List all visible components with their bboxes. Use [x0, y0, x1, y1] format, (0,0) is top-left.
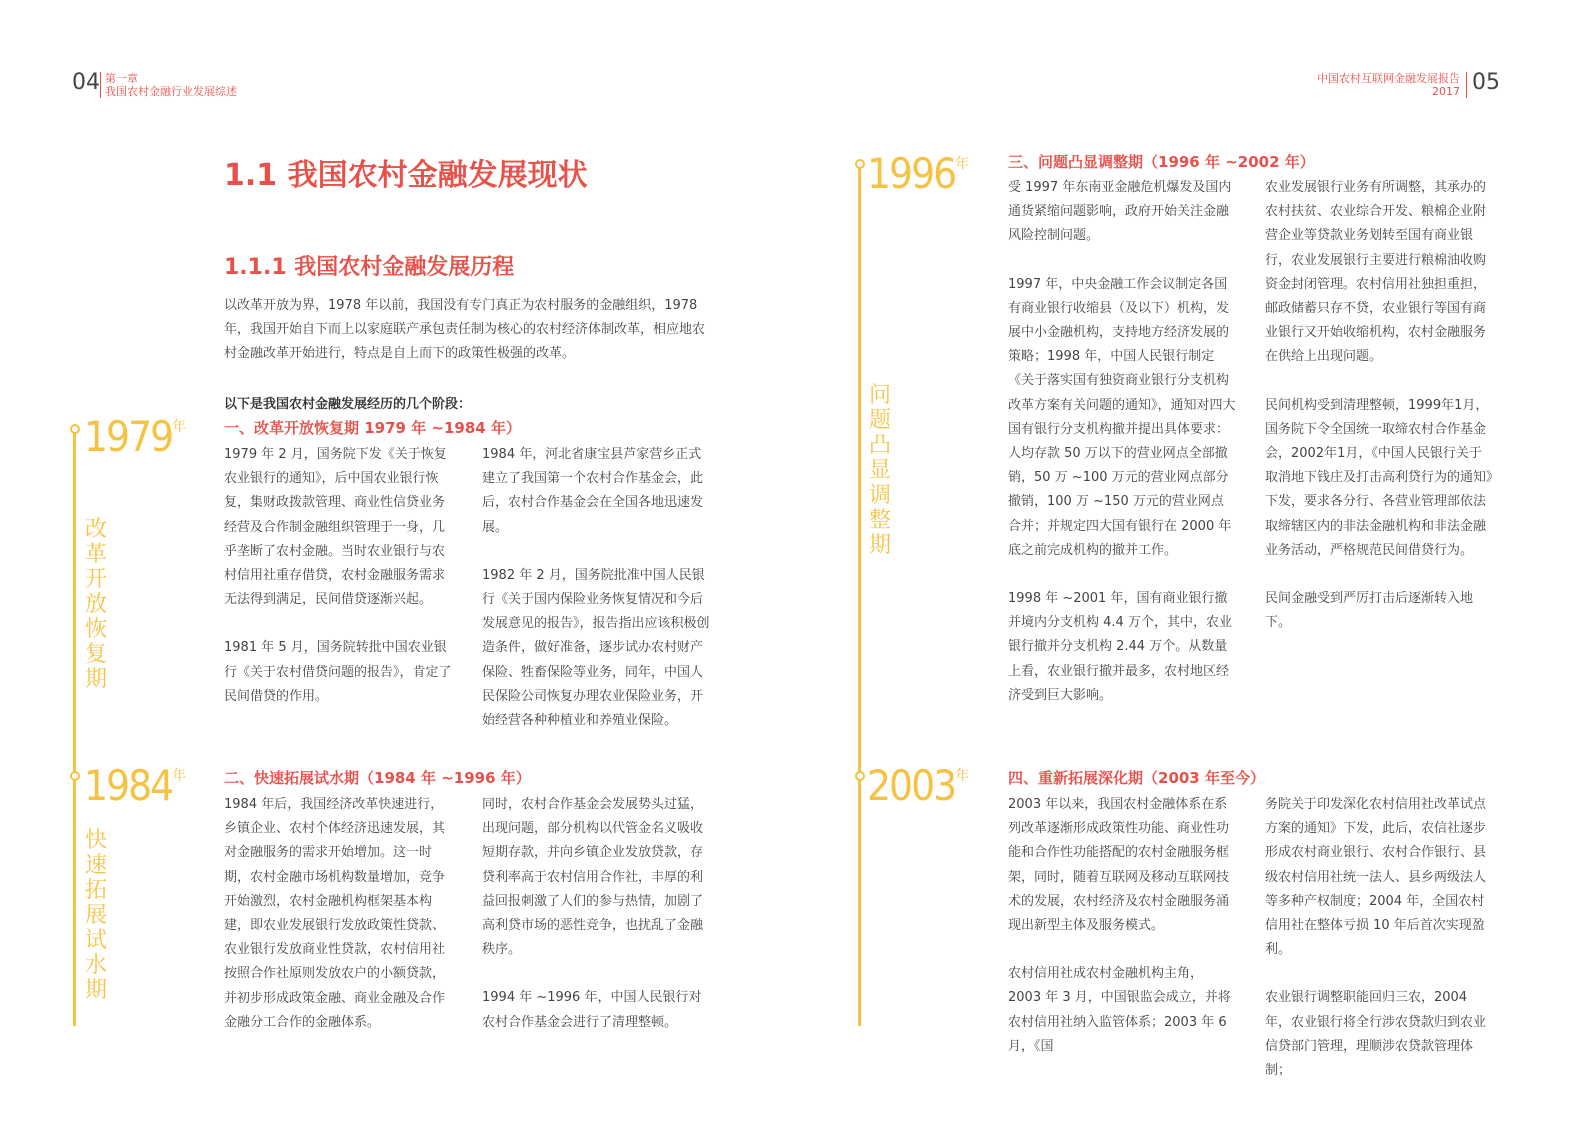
stage-heading: 一、改革开放恢复期 1979 年 ~1984 年）: [224, 419, 521, 437]
section-subtitle: 1.1.1 我国农村金融发展历程: [224, 255, 515, 280]
page-title: 1.1 我国农村金融发展现状: [224, 158, 588, 193]
year-suffix: 年: [172, 768, 187, 784]
stage-vertical-label: 问题凸显调整期: [868, 383, 891, 558]
stage-year: 2003: [867, 761, 956, 810]
stage-paragraph: 同时，农村合作基金会发展势头过猛，出现问题，部分机构以代管金名义吸收短期存款，并向乡镇企业发放贷款，存贷利率高于农村信用合作社，丰厚的利益回报刺激了人们的参与热情，加剧了高利贷市场的恶性竞争，也扰乱了金融秩序。: [482, 797, 704, 958]
stage-paragraph: 1984 年，河北省康宝县芦家营乡正式建立了我国第一个农村合作基金会，此后，农村合作基金会在全国各地迅速发展。: [482, 447, 704, 535]
year-suffix: 年: [172, 419, 187, 435]
stage-heading: 三、问题凸显调整期（1996 年 ~2002 年）: [1008, 153, 1315, 171]
timeline-dot: [855, 771, 865, 781]
page-number-right: 05: [1472, 70, 1500, 95]
timeline-dot: [70, 771, 80, 781]
stage-column-right: [1265, 176, 1493, 659]
stage-vertical-label: 改革开放恢复期: [84, 517, 107, 692]
stage-column-right: [482, 443, 710, 757]
stage-paragraph: 农业银行调整职能回归三农，2004 年，农业银行将全行涉农贷款归到农业信贷部门管理，理顺涉农贷款管理体制；: [1265, 990, 1487, 1079]
stage-column-left: [1008, 176, 1236, 732]
report-header: [1317, 72, 1460, 98]
stage-paragraph: 1997 年，中央金融工作会议制定各国有商业银行收缩县（及以下）机构，发展中小金融机构，支持地方经济发展的策略；1998 年，中国人民银行制定《关于落实国有独资商业银行分支机构改革方案有关问题的通知》，通知对四大国有银行分支机构撤并提出具体要求：人均存款 50 万以下的营业网点全部撤销，50 万 ~100 万元的营业网点部分撤销，100 万 ~150 万元的营业网点合并；并规定四大国有银行在 2000 年底之前完成机构的撤并工作。: [1008, 276, 1236, 558]
stages-lead: 以下是我国农村金融发展经历的几个阶段：: [224, 397, 472, 412]
intro-paragraph: 以改革开放为界，1978 年以前，我国没有专门真正为农村服务的金融组织，1978 年，我国开始自下而上以家庭联产承包责任制为核心的农村经济体制改革，相应地农村金融改革开始进行，特点是自上而下的政策性极强的改革。: [224, 298, 706, 361]
stage-year: 1979: [84, 412, 173, 461]
stage-column-right: [1265, 793, 1493, 1107]
report-year: 2017: [1432, 85, 1460, 98]
stage-paragraph: 1994 年 ~1996 年，中国人民银行对农村合作基金会进行了清理整顿。: [482, 990, 702, 1030]
report-title: 中国农村互联网金融发展报告: [1317, 72, 1460, 85]
timeline-dot: [855, 159, 865, 169]
stage-year-marker: [84, 761, 187, 810]
timeline-left: [73, 428, 76, 1026]
stage-paragraph: 2003 年以来，我国农村金融体系在系列改革逐渐形成政策性功能、商业性功能和合作性功能搭配的农村金融服务框架，同时，随着互联网及移动互联网技术的发展，农村经济及农村金融服务涌现出新型主体及服务模式。: [1008, 797, 1230, 934]
stage-heading: 四、重新拓展深化期（2003 年至今）: [1008, 769, 1265, 787]
stage-year: 1996: [867, 149, 956, 198]
stage-paragraph: 农业发展银行业务有所调整，其承办的农村扶贫、农业综合开发、粮棉企业附营企业等贷款业务划转至国有商业银行，农业发展银行主要进行粮棉油收购资金封闭管理。农村信用社独担重担，邮政储蓄只存不贷，农业银行等国有商业银行又开始收缩机构，农村金融服务在供给上出现问题。: [1265, 180, 1487, 365]
stage-column-left: [224, 443, 452, 733]
stage-paragraph: 务院关于印发深化农村信用社改革试点方案的通知》下发，此后，农信社逐步形成农村商业银行、农村合作银行、县级农村信用社统一法人、县乡两级法人等多种产权制度；2004 年，全国农村信用社在整体亏损 10 年后首次实现盈利。: [1265, 797, 1487, 958]
chapter-title: 我国农村金融行业发展综述: [105, 85, 237, 98]
header-divider-right: [1466, 72, 1467, 98]
stage-column-left: [224, 793, 452, 1059]
page-number-left: 04: [72, 70, 100, 95]
stage-column-left: [1008, 793, 1236, 1083]
timeline-dot: [70, 424, 80, 434]
chapter-header: [105, 72, 237, 98]
year-suffix: 年: [955, 156, 970, 172]
stage-year-marker: [867, 149, 970, 198]
stage-paragraph: 1984 年后，我国经济改革快速进行，乡镇企业、农村个体经济迅速发展，其对金融服务的需求开始增加。这一时期，农村金融市场机构数量增加，竞争开始激烈，农村金融机构框架基本构建，即农业发展银行发放政策性贷款、农业银行发放商业性贷款，农村信用社按照合作社原则发放农户的小额贷款，并初步形成政策金融、商业金融及合作金融分工合作的金融体系。: [224, 797, 446, 1030]
chapter-label: 第一章: [105, 72, 138, 85]
year-suffix: 年: [955, 768, 970, 784]
stage-paragraph: 1982 年 2 月，国务院批准中国人民银行《关于国内保险业务恢复情况和今后发展意见的报告》，报告指出应该积极创造条件，做好准备，逐步试办农村财产保险、牲畜保险等业务，同年，中国人民保险公司恢复办理农业保险业务，开始经营各种种植业和养殖业保险。: [482, 567, 710, 729]
stage-heading: 二、快速拓展试水期（1984 年 ~1996 年）: [224, 769, 531, 787]
stage-vertical-label: 快速拓展试水期: [84, 828, 107, 1003]
stage-paragraph: 1998 年 ~2001 年，国有商业银行撤并境内分支机构 4.4 万个，其中，农业银行撤并分支机构 2.44 万个。从数量上看，农业银行撤并最多，农村地区经济受到巨大影响。: [1008, 591, 1232, 703]
stage-paragraph: 1979 年 2 月，国务院下发《关于恢复农业银行的通知》，后中国农业银行恢复，集财政拨款管理、商业性信贷业务经营及合作制金融组织管理于一身，几乎垄断了农村金融。当时农业银行与农村信用社重存借贷，农村金融服务需求无法得到满足，民间借贷逐渐兴起。: [224, 447, 447, 608]
stage-paragraph: 受 1997 年东南亚金融危机爆发及国内通货紧缩问题影响，政府开始关注金融风险控制问题。: [1008, 180, 1232, 244]
stage-paragraph: 民间金融受到严厉打击后逐渐转入地下。: [1265, 591, 1474, 631]
stage-year: 1984: [84, 761, 173, 810]
stage-paragraph: 1981 年 5 月，国务院转批中国农业银行《关于农村借贷问题的报告》，肯定了民间借贷的作用。: [224, 640, 452, 704]
stage-paragraph: 农村信用社成农村金融机构主角，2003 年 3 月，中国银监会成立，并将农村信用社纳入监管体系；2003 年 6 月，《国: [1008, 966, 1231, 1054]
timeline-right: [858, 163, 861, 1026]
stage-column-right: [482, 793, 710, 1059]
stage-paragraph: 民间机构受到清理整顿，1999年1月，国务院下令全国统一取缔农村合作基金会，2002年1月，《中国人民银行关于取消地下钱庄及打击高利贷行为的通知》下发，要求各分行、各营业管理部依法取缔辖区内的非法金融机构和非法金融业务活动，严格规范民间借贷行为。: [1265, 397, 1493, 558]
stage-year-marker: [84, 412, 187, 461]
stage-year-marker: [867, 761, 970, 810]
header-divider-left: [100, 72, 101, 98]
